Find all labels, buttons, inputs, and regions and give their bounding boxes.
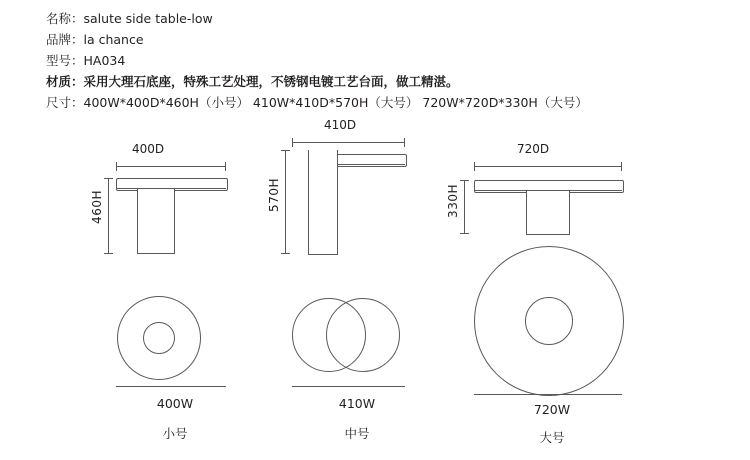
medium-width-label: 410W — [338, 396, 376, 411]
spec-line-name: 名称：salute side table-low — [46, 11, 213, 26]
large-height-dim-tick-bottom — [460, 233, 469, 234]
medium-height-dim-tick-bottom — [281, 253, 290, 254]
medium-baseline — [292, 386, 405, 387]
large-pedestal — [526, 191, 570, 235]
small-name-label: 小号 — [162, 426, 188, 441]
large-width-label: 720W — [533, 402, 571, 417]
dimension-diagrams — [0, 118, 750, 460]
spec-line-material: 材质：采用大理石底座，特殊工艺处理，不锈钢电镀工艺台面，做工精湛。 — [46, 74, 459, 89]
spec-line-model: 型号：HA034 — [46, 53, 126, 68]
spec-line-brand: 品牌：la chance — [46, 32, 144, 47]
medium-top-dim-tick-right — [404, 138, 405, 147]
small-width-label: 400W — [156, 396, 194, 411]
medium-plan-circle-right — [326, 298, 400, 372]
large-height-dim-label: 330H — [446, 184, 460, 218]
variant-large — [446, 118, 652, 460]
large-name-label: 大号 — [539, 430, 565, 445]
large-top-dim-tick-right — [621, 162, 622, 171]
small-baseline — [116, 386, 226, 387]
variant-medium — [267, 118, 442, 460]
medium-top-dim-label: 410D — [324, 118, 357, 132]
small-top-dim-label: 400D — [132, 142, 165, 156]
small-height-dim-label: 460H — [90, 190, 104, 224]
medium-height-dim-tick-top — [281, 150, 290, 151]
small-height-dim-tick-bottom — [104, 253, 113, 254]
medium-top-dim-line — [292, 142, 405, 143]
small-top-dim-line — [116, 166, 226, 167]
spec-line-dimensions: 尺寸：400W*400D*460H（小号） 410W*410D*570H（大号） 720W*720D*330H（大号） — [46, 95, 588, 110]
large-baseline — [474, 394, 622, 395]
small-height-dim-tick-top — [104, 178, 113, 179]
large-plan-inner-circle — [525, 297, 573, 345]
small-top-dim-tick-right — [225, 162, 226, 171]
variant-small — [90, 118, 260, 460]
medium-name-label: 中号 — [344, 426, 370, 441]
medium-top-dim-tick-left — [292, 138, 293, 147]
small-plan-inner-circle — [143, 322, 175, 354]
large-height-dim-line — [464, 180, 465, 234]
medium-height-dim-label: 570H — [267, 178, 281, 212]
large-top-dim-label: 720D — [517, 142, 550, 156]
large-top-dim-tick-left — [474, 162, 475, 171]
small-top-dim-tick-left — [116, 162, 117, 171]
medium-height-dim-line — [285, 150, 286, 254]
medium-pedestal — [308, 150, 338, 255]
large-height-dim-tick-top — [460, 180, 469, 181]
large-top-dim-line — [474, 166, 622, 167]
small-height-dim-line — [108, 178, 109, 254]
small-pedestal — [137, 189, 175, 254]
spec-text-block — [46, 8, 706, 113]
